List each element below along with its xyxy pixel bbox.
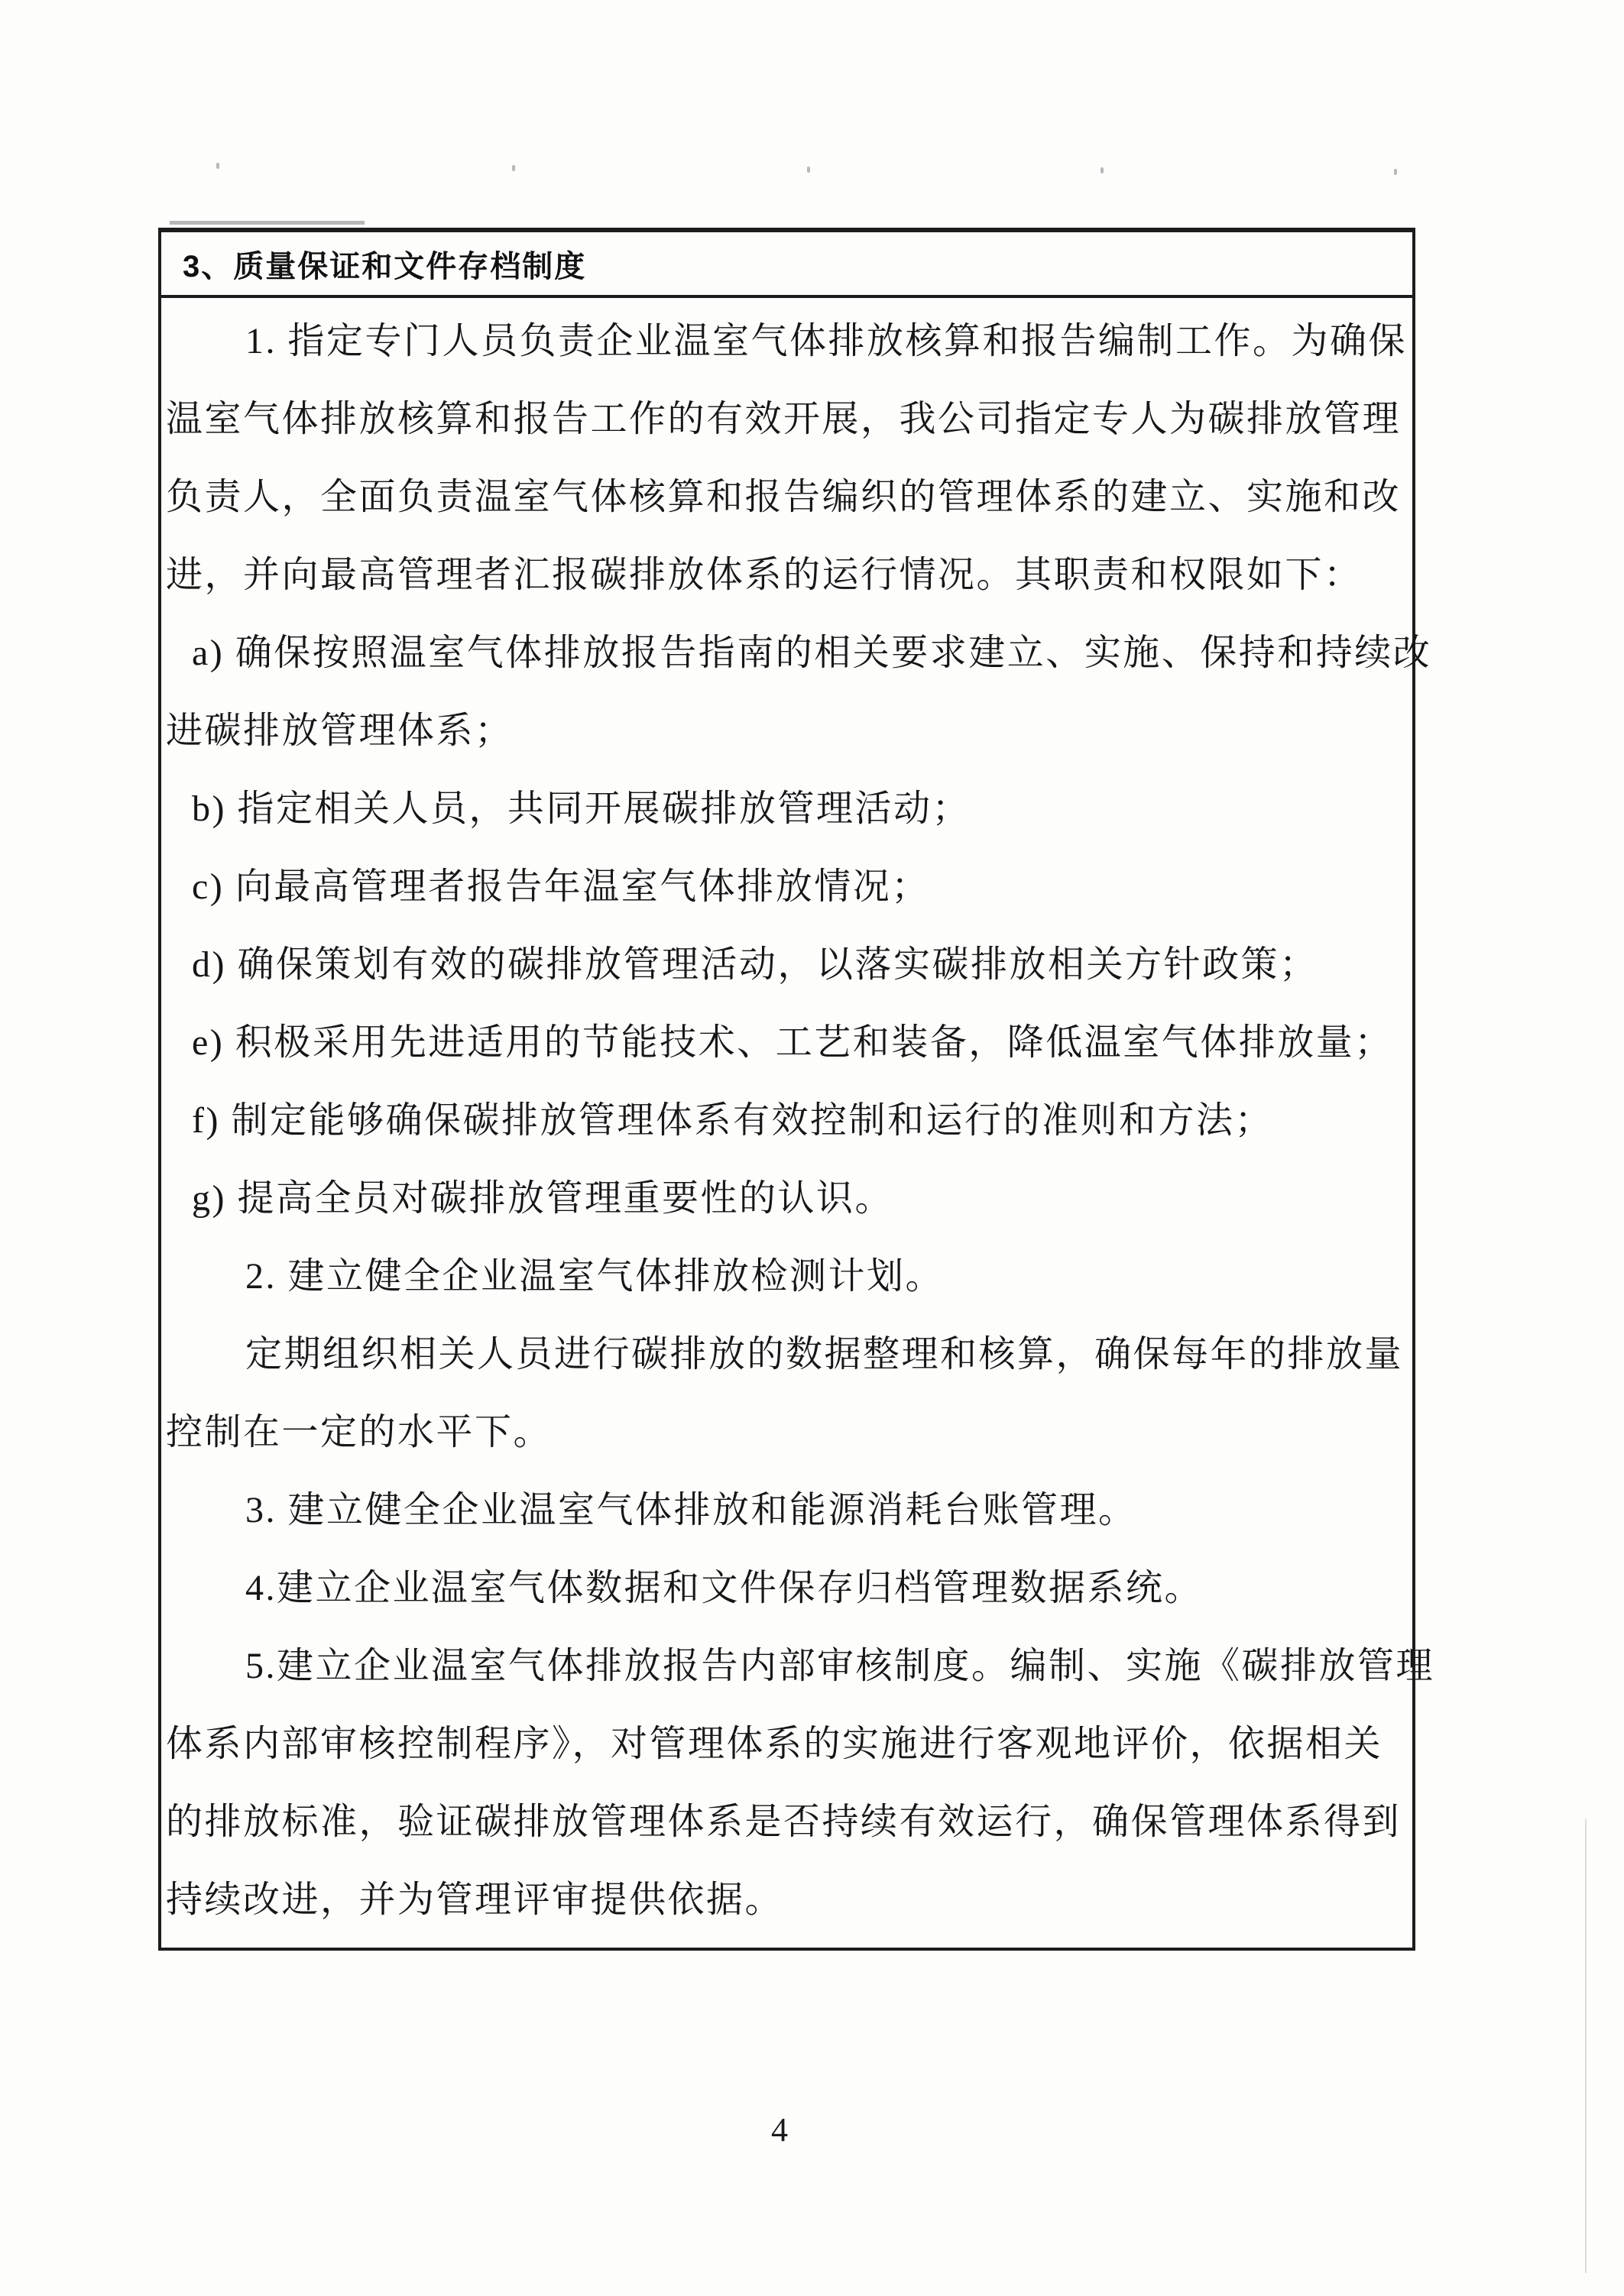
text-line-content: g) 提高全员对碳排放管理重要性的认识。 (192, 1177, 893, 1219)
text-line-content: b) 指定相关人员，共同开展碳排放管理活动； (192, 788, 971, 829)
text-line-content: 2. 建立健全企业温室气体排放检测计划。 (245, 1255, 945, 1297)
scan-speck (216, 163, 219, 169)
text-line (161, 1311, 1412, 1389)
text-line (161, 532, 1412, 610)
text-line (161, 1467, 1412, 1545)
text-line-content: 4.建立企业温室气体数据和文件保存归档管理数据系统。 (245, 1567, 1204, 1608)
text-line-content: 5.建立企业温室气体排放报告内部审核制度。编制、实施《碳排放管理 (245, 1645, 1435, 1686)
text-line (161, 298, 1412, 376)
text-line (161, 1701, 1412, 1779)
scan-speck (807, 167, 810, 173)
table-body-cell (161, 298, 1435, 1935)
text-line (161, 844, 1412, 921)
text-line (161, 1779, 1412, 1857)
text-line (161, 688, 1412, 766)
text-line (161, 1545, 1412, 1623)
scan-speck (1100, 167, 1104, 173)
text-line (161, 1857, 1412, 1935)
text-line (161, 766, 1412, 844)
text-line (161, 454, 1412, 532)
text-line-content: 进碳排放管理体系； (166, 710, 514, 751)
text-line (161, 1623, 1435, 1701)
text-line (161, 1077, 1412, 1155)
text-line-content: d) 确保策划有效的碳排放管理活动，以落实碳排放相关方针政策； (192, 944, 1318, 985)
text-line (161, 921, 1412, 999)
text-line-content: 1. 指定专门人员负责企业温室气体排放核算和报告编制工作。为确保 (245, 320, 1408, 361)
text-line (161, 999, 1412, 1077)
text-line (161, 376, 1412, 454)
text-line-content: c) 向最高管理者报告年温室气体排放情况； (192, 866, 930, 907)
text-line (161, 1155, 1412, 1233)
scan-edge-line (1585, 1818, 1587, 2273)
text-line-content: 持续改进，并为管理评审提供依据。 (166, 1879, 784, 1920)
text-line (161, 1233, 1412, 1311)
text-line-content: e) 积极采用先进适用的节能技术、工艺和装备，降低温室气体排放量； (192, 1022, 1393, 1063)
text-line-content: 控制在一定的水平下。 (166, 1411, 553, 1452)
text-line-content: 3. 建立健全企业温室气体排放和能源消耗台账管理。 (245, 1489, 1137, 1530)
scan-speck (1394, 169, 1397, 175)
text-line-content: 负责人，全面负责温室气体核算和报告编织的管理体系的建立、实施和改 (166, 476, 1402, 517)
table-header-row (161, 232, 1412, 298)
page-number: 4 (771, 2111, 788, 2149)
text-line (161, 1389, 1412, 1467)
text-line-content: 体系内部审核控制程序》，对管理体系的实施进行客观地评价，依据相关 (166, 1723, 1383, 1764)
text-line-content: a) 确保按照温室气体排放报告指南的相关要求建立、实施、保持和持续改 (192, 632, 1432, 673)
scan-speck (512, 165, 515, 171)
text-line-content: 温室气体排放核算和报告工作的有效开展，我公司指定专人为碳排放管理 (166, 398, 1402, 439)
scan-smudge (170, 221, 365, 225)
quality-assurance-table (158, 228, 1435, 1951)
table-header-label: 3、质量保证和文件存档制度 (183, 249, 587, 283)
text-line-content: f) 制定能够确保碳排放管理体系有效控制和运行的准则和方法； (192, 1099, 1273, 1141)
text-line-content: 的排放标准，验证碳排放管理体系是否持续有效运行，确保管理体系得到 (166, 1801, 1402, 1842)
text-line (161, 610, 1432, 688)
text-line-content: 进，并向最高管理者汇报碳排放体系的运行情况。其职责和权限如下： (166, 554, 1363, 595)
text-line-content: 定期组织相关人员进行碳排放的数据整理和核算，确保每年的排放量 (245, 1333, 1404, 1375)
